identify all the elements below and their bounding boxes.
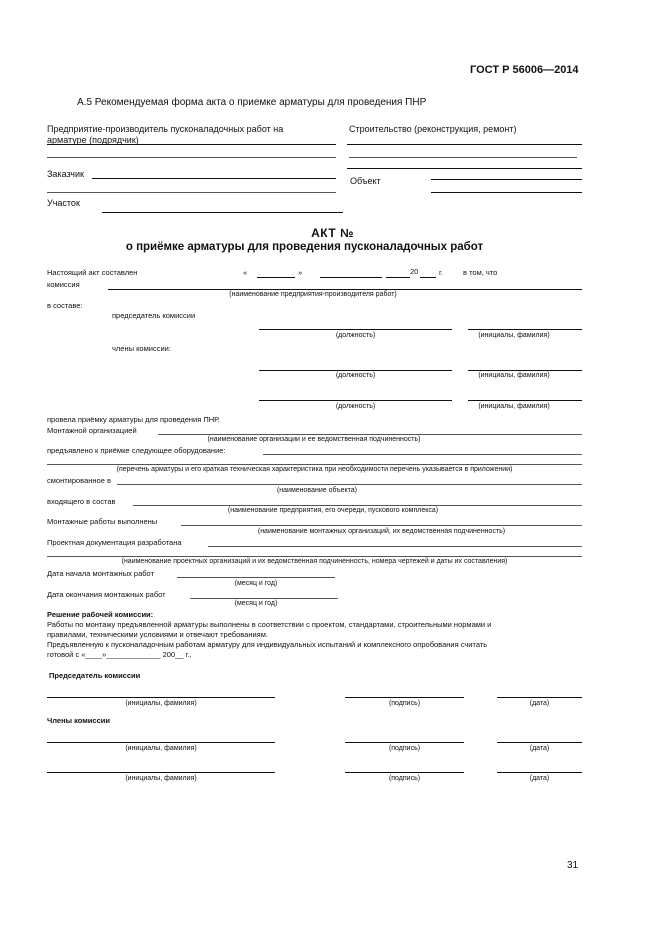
chairman-position-field[interactable] xyxy=(259,329,452,330)
decision-text: готовой с «____»_____________ 200__ г., xyxy=(47,650,192,659)
start-date-field[interactable] xyxy=(177,577,335,578)
section-label: Участок xyxy=(47,198,80,208)
start-date-label: Дата начала монтажных работ xyxy=(47,569,155,578)
works-caption: (наименование монтажных организаций, их ведомственная подчиненность) xyxy=(257,528,506,535)
chairman-date-field[interactable] xyxy=(497,697,582,698)
chairman-heading: Председатель комиссии xyxy=(49,671,141,680)
works-done-label: Монтажные работы выполнены xyxy=(47,517,158,526)
act-subtitle: о приёмке арматуры для проведения пусконаладочных работ xyxy=(125,241,484,253)
act-title: АКТ № xyxy=(311,226,354,240)
month-year-caption: (месяц и год) xyxy=(234,600,278,607)
construction-field-2[interactable] xyxy=(349,157,577,158)
month-field[interactable] xyxy=(320,277,382,278)
member2-signature-field[interactable] xyxy=(345,772,464,773)
day-field[interactable] xyxy=(257,277,295,278)
works-done-field[interactable] xyxy=(181,525,582,526)
decision-heading: Решение рабочей комиссии: xyxy=(47,610,154,619)
decision-text: Предъявленную к пусконаладочным работам арматуру для индивидуальных испытаний и комплексного опробования считать xyxy=(47,640,488,649)
mounting-org-label: Монтажной организацией xyxy=(47,426,137,435)
enterprise-label: Предприятие-производитель пусконаладочных работ на xyxy=(47,124,284,134)
commission-label: комиссия xyxy=(47,280,80,289)
end-date-field[interactable] xyxy=(190,598,338,599)
customer-field[interactable] xyxy=(92,178,336,179)
member2-position-field[interactable] xyxy=(259,400,452,401)
member1-initials-field[interactable] xyxy=(468,370,582,371)
mounting-org-field[interactable] xyxy=(158,434,582,435)
section-field[interactable] xyxy=(102,212,343,213)
composition-label: в составе: xyxy=(47,301,83,310)
mounted-field[interactable] xyxy=(117,484,582,485)
initials-caption: (инициалы, фамилия) xyxy=(478,403,550,410)
commission-field[interactable] xyxy=(108,289,582,290)
construction-label: Строительство (реконструкция, ремонт) xyxy=(349,124,517,134)
object-label: Объект xyxy=(350,176,381,186)
design-caption: (наименование проектных организаций и их ведомственная подчиненность, номера чертежей и даты их составления) xyxy=(121,558,508,565)
presented-field[interactable] xyxy=(263,454,582,455)
page-number: 31 xyxy=(567,860,579,871)
position-caption: (должность) xyxy=(335,332,376,339)
part-of-field[interactable] xyxy=(133,505,582,506)
in-that-text: в том, что xyxy=(463,268,498,277)
construction-field[interactable] xyxy=(347,144,582,145)
design-docs-label: Проектная документация разработана xyxy=(47,538,182,547)
chairman-label: председатель комиссии xyxy=(112,311,196,320)
date-caption: (дата) xyxy=(529,700,550,707)
date-caption: (дата) xyxy=(529,745,550,752)
initials-caption: (инициалы, фамилия) xyxy=(125,775,197,782)
position-caption: (должность) xyxy=(335,372,376,379)
year-field[interactable] xyxy=(420,277,436,278)
construction-field-3[interactable] xyxy=(347,168,582,169)
year-prefix-line xyxy=(386,277,410,278)
chairman-initials-field[interactable] xyxy=(468,329,582,330)
member1-position-field[interactable] xyxy=(259,370,452,371)
standard-number: ГОСТ Р 56006—2014 xyxy=(470,64,579,76)
member1-initials-field[interactable] xyxy=(47,742,275,743)
member2-initials-field[interactable] xyxy=(468,400,582,401)
mounted-label: смонтированное в xyxy=(47,476,111,485)
initials-caption: (инициалы, фамилия) xyxy=(125,745,197,752)
initials-caption: (инициалы, фамилия) xyxy=(478,332,550,339)
compiled-label: Настоящий акт составлен xyxy=(47,268,138,277)
customer-field-2[interactable] xyxy=(47,192,336,193)
mounting-org-caption: (наименование организации и ее ведомственная подчиненность) xyxy=(207,436,421,443)
presented-label: предъявлено к приёмке следующее оборудование: xyxy=(47,446,226,455)
year-prefix: 20 xyxy=(410,267,419,276)
object-caption: (наименование объекта) xyxy=(276,487,358,494)
equipment-caption: (перечень арматуры и его краткая техническая характеристика при необходимости перечень указывается в приложении) xyxy=(116,466,513,473)
equipment-field[interactable] xyxy=(47,464,582,465)
performed-text: провела приёмку арматуры для проведения ПНР. xyxy=(47,415,220,424)
quote-open: « xyxy=(243,268,248,277)
object-field-2[interactable] xyxy=(431,192,582,193)
member2-initials-field[interactable] xyxy=(47,772,275,773)
decision-text: Работы по монтажу предъявленной арматуры выполнены в соответствии с проектом, стандартами, строительными нормами и xyxy=(47,620,492,629)
part-of-label: входящего в состав xyxy=(47,497,116,506)
design-docs-field[interactable] xyxy=(208,546,582,547)
end-date-label: Дата окончания монтажных работ xyxy=(47,590,166,599)
customer-label: Заказчик xyxy=(47,169,84,179)
chairman-signature-field[interactable] xyxy=(345,697,464,698)
decision-text: правилами, техническими условиями и отвечают требованиям. xyxy=(47,630,268,639)
member1-signature-field[interactable] xyxy=(345,742,464,743)
enterprise-field[interactable] xyxy=(47,144,336,145)
commission-caption: (наименование предприятия-производителя работ) xyxy=(229,291,397,298)
enterprise-caption: (наименование предприятия, его очереди, пускового комплекса) xyxy=(227,507,439,514)
chairman-initials-field[interactable] xyxy=(47,697,275,698)
signature-caption: (подпись) xyxy=(388,700,421,707)
members-label: члены комиссии: xyxy=(112,344,171,353)
object-field[interactable] xyxy=(431,179,582,180)
date-caption: (дата) xyxy=(529,775,550,782)
enterprise-label-cont: арматуре (подрядчик) xyxy=(47,135,139,145)
signature-caption: (подпись) xyxy=(388,745,421,752)
initials-caption: (инициалы, фамилия) xyxy=(478,372,550,379)
member2-date-field[interactable] xyxy=(497,772,582,773)
signature-caption: (подпись) xyxy=(388,775,421,782)
appendix-title: А.5 Рекомендуемая форма акта о приемке арматуры для проведения ПНР xyxy=(77,97,427,108)
design-docs-field-2[interactable] xyxy=(47,556,582,557)
initials-caption: (инициалы, фамилия) xyxy=(125,700,197,707)
position-caption: (должность) xyxy=(335,403,376,410)
members-heading: Члены комиссии xyxy=(47,716,110,725)
year-suffix: г. xyxy=(439,268,443,277)
quote-close: » xyxy=(298,268,303,277)
month-year-caption: (месяц и год) xyxy=(234,580,278,587)
member1-date-field[interactable] xyxy=(497,742,582,743)
enterprise-field-2[interactable] xyxy=(47,157,336,158)
